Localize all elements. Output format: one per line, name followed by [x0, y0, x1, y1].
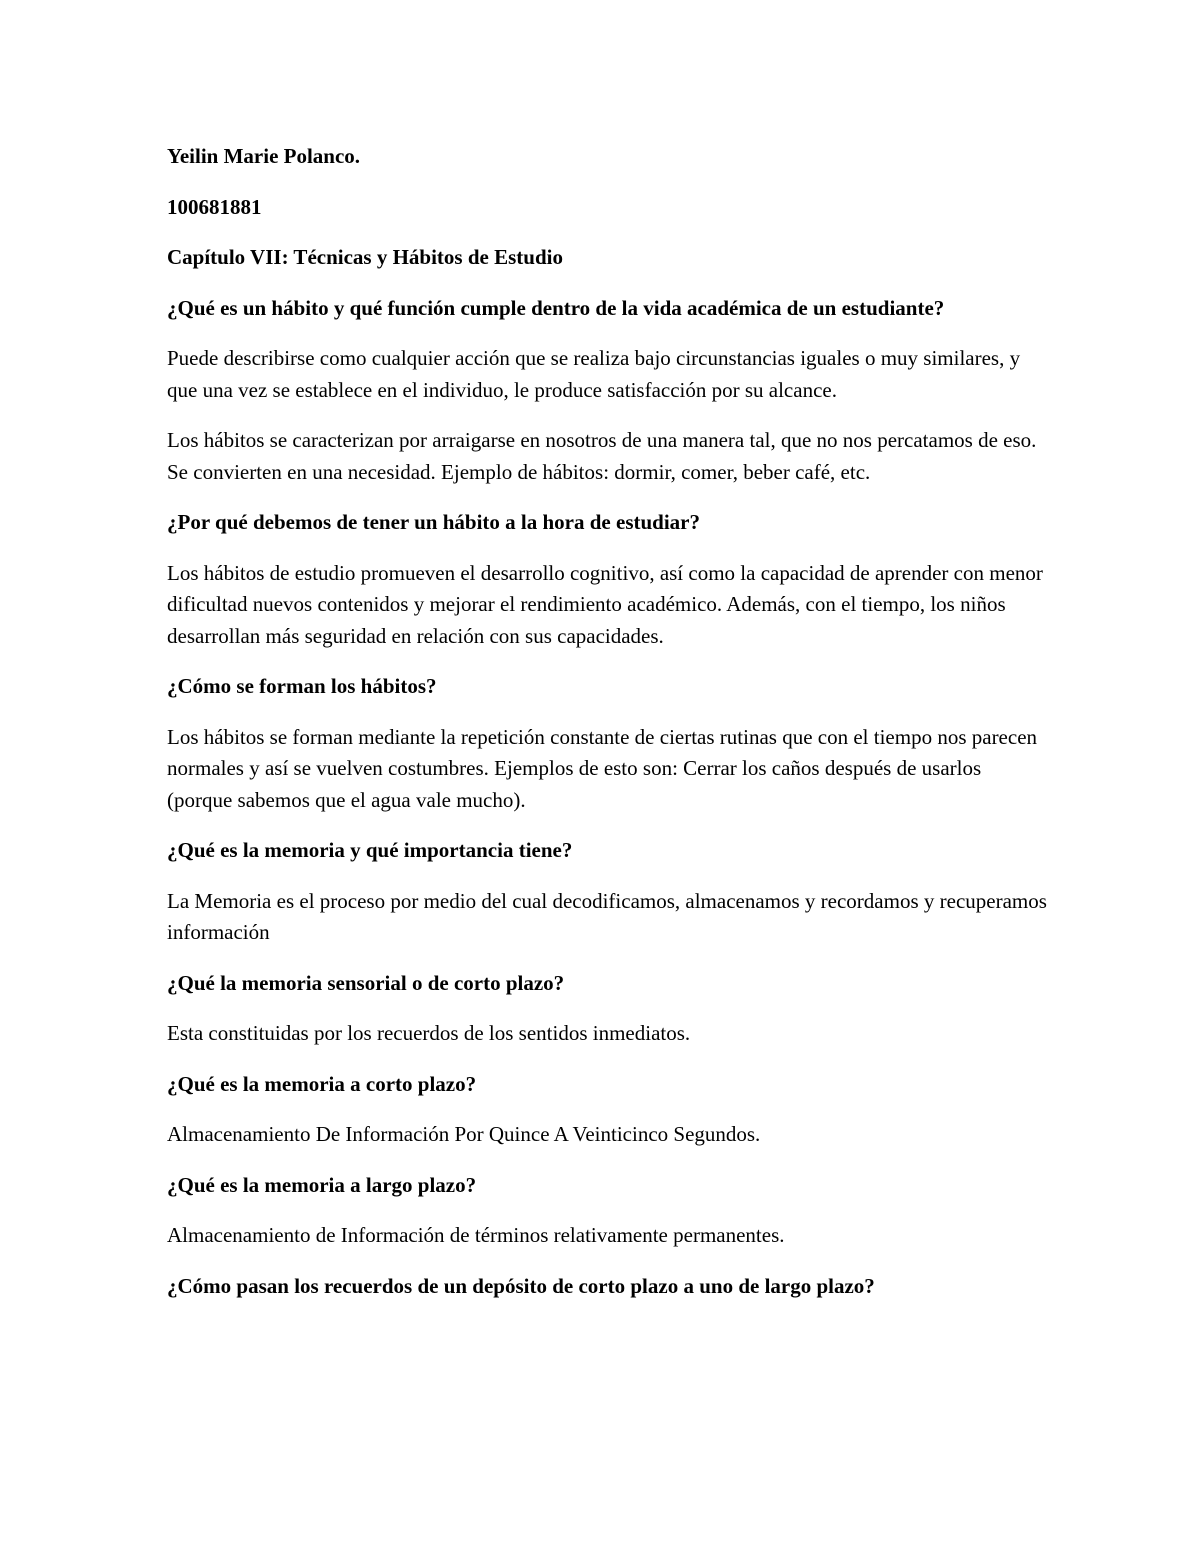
- document-body: [167, 293, 1047, 1303]
- question-heading: ¿Cómo pasan los recuerdos de un depósito de corto plazo a uno de largo plazo?: [167, 1273, 875, 1298]
- author-name: Yeilin Marie Polanco.: [167, 144, 361, 168]
- answer-paragraph: Almacenamiento de Información de términos relativamente permanentes.: [167, 1223, 785, 1247]
- question-heading: ¿Qué es un hábito y qué función cumple dentro de la vida académica de un estudiante?: [167, 295, 945, 320]
- answer-paragraph: Los hábitos de estudio promueven el desarrollo cognitivo, así como la capacidad de aprender con menor dificultad nuevos contenidos y mejorar el rendimiento académico. Además, con el tiempo, los niños desarrollan más seguridad en relación con sus capacidades.: [167, 560, 1043, 648]
- question-heading: ¿Qué la memoria sensorial o de corto plazo?: [167, 970, 565, 995]
- answer-paragraph: Los hábitos se caracterizan por arraigarse en nosotros de una manera tal, que no nos percatamos de eso. Se convierten en una necesidad. Ejemplo de hábitos: dormir, comer, beber café, etc.: [167, 428, 1037, 484]
- answer-paragraph: Puede describirse como cualquier acción que se realiza bajo circunstancias iguales o muy similares, y que una vez se establece en el individuo, le produce satisfacción por su alcance.: [167, 346, 1021, 402]
- question-heading: ¿Qué es la memoria y qué importancia tiene?: [167, 838, 573, 862]
- student-id: 100681881: [167, 194, 262, 219]
- answer-paragraph: Esta constituidas por los recuerdos de los sentidos inmediatos.: [167, 1021, 691, 1045]
- chapter-title: Capítulo VII: Técnicas y Hábitos de Estudio: [167, 245, 563, 269]
- answer-paragraph: La Memoria es el proceso por medio del cual decodificamos, almacenamos y recordamos y recuperamos información: [167, 888, 1047, 944]
- document-page: [167, 141, 1047, 1321]
- answer-paragraph: Los hábitos se forman mediante la repetición constante de ciertas rutinas que con el tiempo nos parecen normales y así se vuelven costumbres. Ejemplos de esto son: Cerrar los caños después de usarlos (porque sabemos que el agua vale mucho).: [167, 724, 1038, 812]
- question-heading: ¿Por qué debemos de tener un hábito a la hora de estudiar?: [167, 510, 700, 534]
- question-heading: ¿Cómo se forman los hábitos?: [167, 674, 437, 698]
- question-heading: ¿Qué es la memoria a largo plazo?: [167, 1172, 477, 1197]
- answer-paragraph: Almacenamiento De Información Por Quince A Veinticinco Segundos.: [167, 1122, 761, 1146]
- question-heading: ¿Qué es la memoria a corto plazo?: [167, 1071, 477, 1096]
